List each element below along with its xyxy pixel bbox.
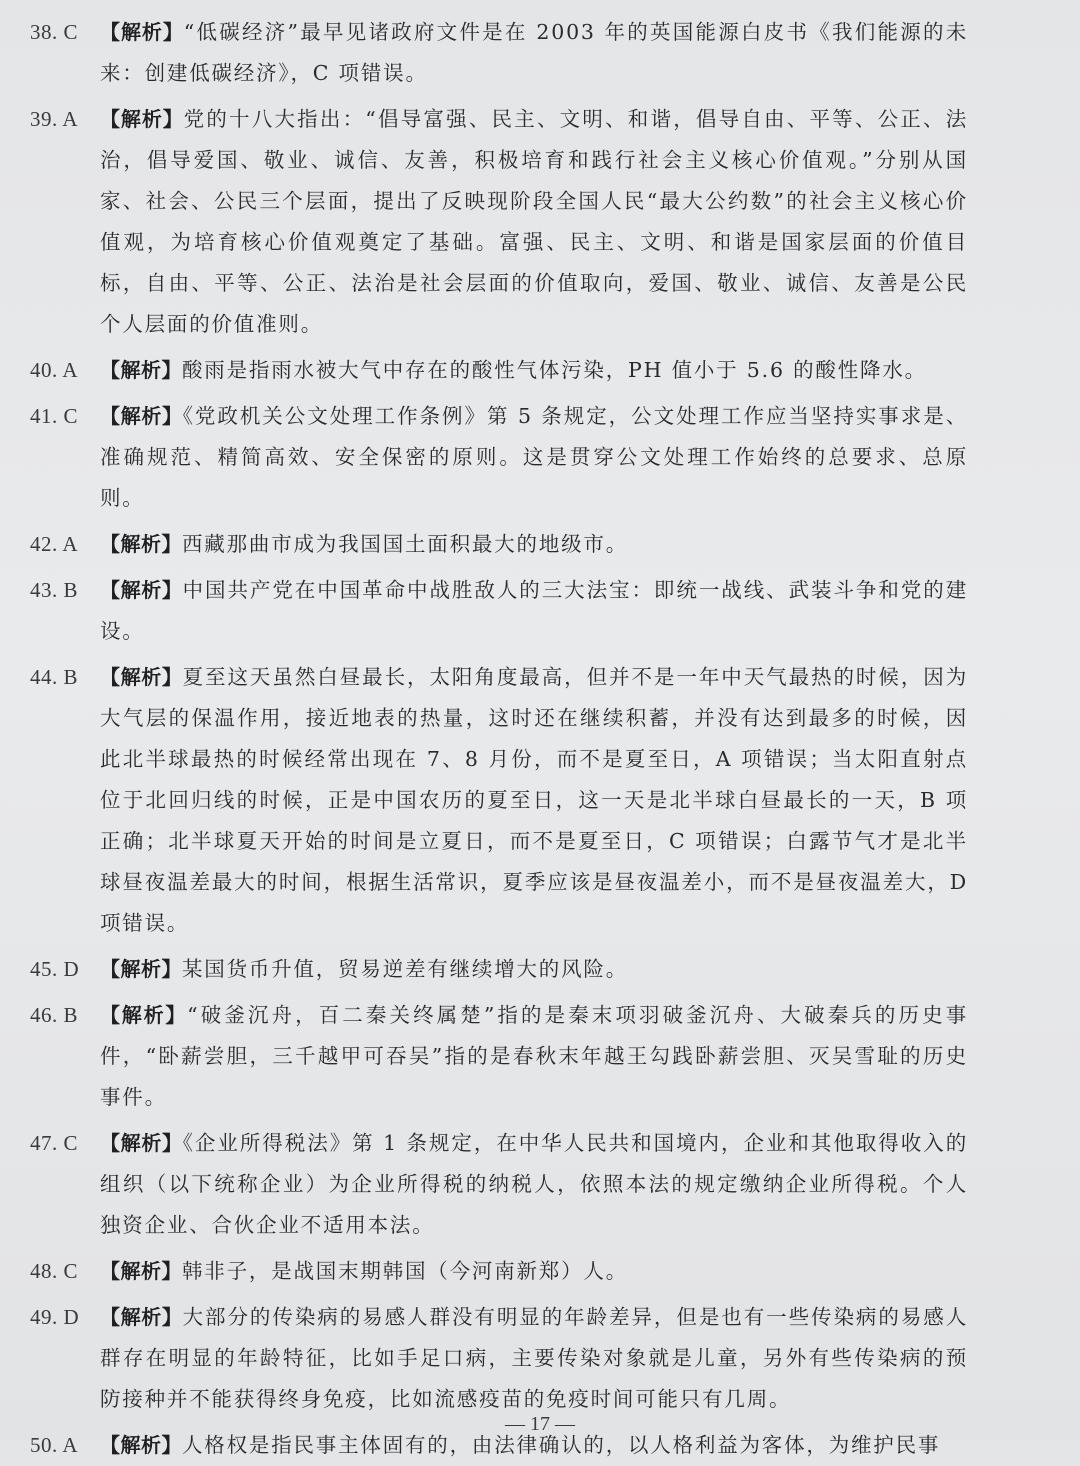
answer-number: 48. C <box>30 1259 79 1283</box>
answer-48 <box>30 1251 968 1292</box>
answer-text: “破釜沉舟，百二秦关终属楚”指的是秦末项羽破釜沉舟、大破秦兵的历史事件，“卧薪尝胆，三千越甲可吞吴”指的是春秋末年越王勾践卧薪尝胆、灭吴雪耻的历史事件。 <box>100 1003 968 1109</box>
answer-number: 46. B <box>30 1003 79 1027</box>
answer-41 <box>30 396 968 519</box>
answer-body <box>100 570 968 652</box>
answer-text: 中国共产党在中国革命中战胜敌人的三大法宝：即统一战线、武装斗争和党的建设。 <box>100 578 969 643</box>
answer-body <box>100 657 968 944</box>
answer-body <box>100 995 968 1118</box>
analysis-tag: 【解析】 <box>100 1433 182 1457</box>
answer-text: “低碳经济”最早见诸政府文件是在 2003 年的英国能源白皮书《我们能源的未来：创建低碳经济》，C 项错误。 <box>100 20 969 85</box>
analysis-tag: 【解析】 <box>100 532 182 556</box>
answer-number: 50. A <box>30 1433 79 1457</box>
answer-body <box>100 396 968 519</box>
analysis-tag: 【解析】 <box>100 1305 183 1329</box>
answer-body <box>100 99 968 345</box>
answer-44 <box>30 657 968 944</box>
answer-text: 大部分的传染病的易感人群没有明显的年龄差异，但是也有一些传染病的易感人群存在明显的年龄特征，比如手足口病，主要传染对象就是儿童，另外有些传染病的预防接种并不能获得终身免疫，比如流感疫苗的免疫时间可能只有几周。 <box>100 1305 969 1411</box>
answer-text: 《党政机关公文处理工作条例》第 5 条规定，公文处理工作应当坚持实事求是、准确规范、精简高效、安全保密的原则。这是贯穿公文处理工作始终的总要求、总原则。 <box>100 404 968 510</box>
analysis-tag: 【解析】 <box>100 1003 188 1027</box>
answer-number: 43. B <box>30 578 79 602</box>
answer-38 <box>30 12 968 94</box>
answer-49 <box>30 1297 968 1420</box>
analysis-tag: 【解析】 <box>100 404 183 428</box>
answer-number: 38. C <box>30 20 79 44</box>
answer-text: 夏至这天虽然白昼最长，太阳角度最高，但并不是一年中天气最热的时候，因为大气层的保温作用，接近地表的热量，这时还在继续积蓄，并没有达到最多的时候，因此北半球最热的时候经常出现在 7、8 月份，而不是夏至日，A 项错误；当太阳直射点位于北回归线的时候，正是中国农历的夏至日，这一天是北半球白昼最长的一天，B 项正确；北半球夏天开始的时间是立夏日，而不是夏至日，C 项错误；白露节气才是北半球昼夜温差最大的时间，根据生活常识，夏季应该是昼夜温差小，而不是昼夜温差大，D 项错误。 <box>100 665 969 935</box>
answer-number: 49. D <box>30 1305 80 1329</box>
answer-body <box>100 12 968 94</box>
analysis-tag: 【解析】 <box>100 1259 182 1283</box>
analysis-tag: 【解析】 <box>100 107 184 131</box>
answer-text: 人格权是指民事主体固有的，由法律确认的，以人格利益为客体，为维护民事 <box>182 1433 941 1457</box>
answer-text: 韩非子，是战国末期韩国（今河南新郑）人。 <box>182 1259 628 1283</box>
answer-body <box>100 524 968 565</box>
analysis-tag: 【解析】 <box>100 20 184 44</box>
answer-number: 45. D <box>30 957 80 981</box>
answer-number: 44. B <box>30 665 79 689</box>
answer-text: 西藏那曲市成为我国国土面积最大的地级市。 <box>182 532 628 556</box>
answer-46 <box>30 995 968 1118</box>
answer-40 <box>30 350 968 391</box>
answer-39 <box>30 99 968 345</box>
answer-body <box>100 350 968 391</box>
answer-body <box>100 1123 968 1246</box>
answer-body <box>100 1251 968 1292</box>
answer-number: 41. C <box>30 404 79 428</box>
answer-text: 某国货币升值，贸易逆差有继续增大的风险。 <box>182 957 628 981</box>
answer-47 <box>30 1123 968 1246</box>
answer-45 <box>30 949 968 990</box>
answer-number: 40. A <box>30 358 79 382</box>
analysis-tag: 【解析】 <box>100 1131 183 1155</box>
page-number: — 17 — <box>505 1413 575 1435</box>
answer-body <box>100 949 968 990</box>
answer-number: 39. A <box>30 107 79 131</box>
answer-text: 党的十八大指出：“倡导富强、民主、文明、和谐，倡导自由、平等、公正、法治，倡导爱国、敬业、诚信、友善，积极培育和践行社会主义核心价值观。”分别从国家、社会、公民三个层面，提出了反映现阶段全国人民“最大公约数”的社会主义核心价值观，为培育核心价值观奠定了基础。富强、民主、文明、和谐是国家层面的价值目标，自由、平等、公正、法治是社会层面的价值取向，爱国、敬业、诚信、友善是公民个人层面的价值准则。 <box>100 107 969 336</box>
answer-text: 酸雨是指雨水被大气中存在的酸性气体污染，PH 值小于 5.6 的酸性降水。 <box>182 358 927 382</box>
analysis-tag: 【解析】 <box>100 957 182 981</box>
answer-43 <box>30 570 968 652</box>
answer-42 <box>30 524 968 565</box>
analysis-tag: 【解析】 <box>100 665 183 689</box>
answer-text: 《企业所得税法》第 1 条规定，在中华人民共和国境内，企业和其他取得收入的组织（以下统称企业）为企业所得税的纳税人，依照本法的规定缴纳企业所得税。个人独资企业、合伙企业不适用本法。 <box>100 1131 968 1237</box>
answer-body <box>100 1297 968 1420</box>
analysis-tag: 【解析】 <box>100 358 182 382</box>
answer-number: 42. A <box>30 532 79 556</box>
analysis-tag: 【解析】 <box>100 578 183 602</box>
answer-number: 47. C <box>30 1131 79 1155</box>
